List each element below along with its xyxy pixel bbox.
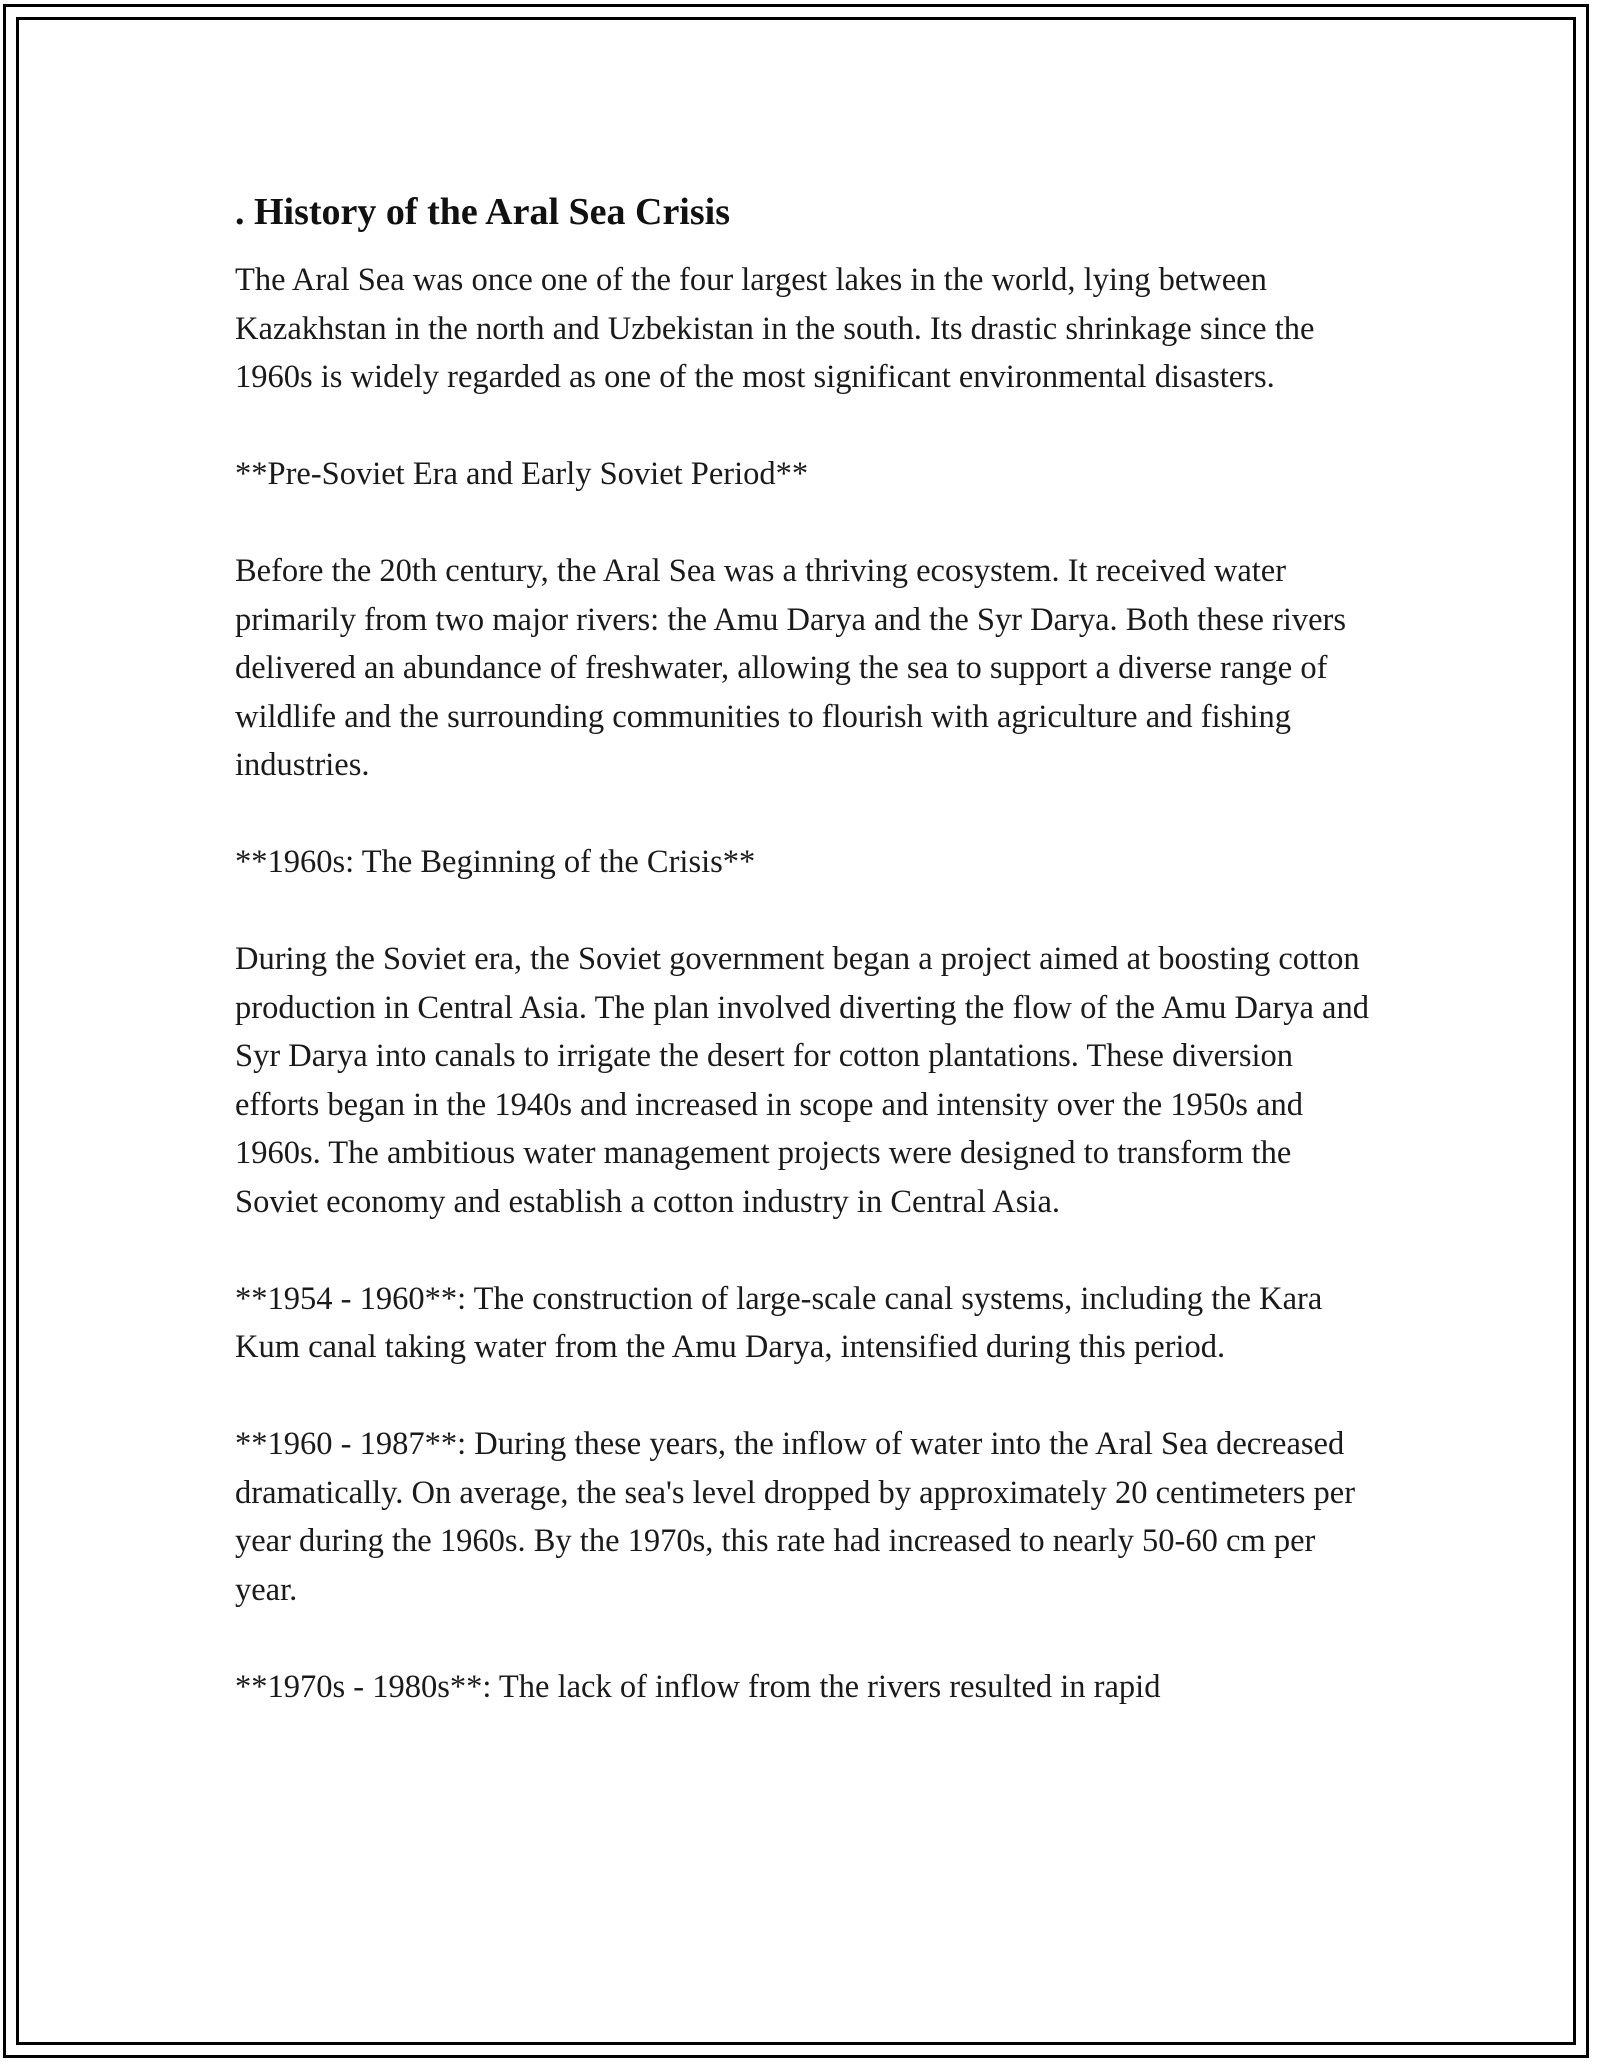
heading-pre-soviet-era: **Pre-Soviet Era and Early Soviet Period** — [235, 456, 809, 492]
paragraph-1960-1987: **1960 - 1987**: During these years, the inflow of water into the Aral Sea decreased dramatically. On average, the sea's level dropped by approximately 20 centimeters per year during the 1960s. By the 1970s, this rate had increased to nearly 50-60 cm per year. — [235, 1426, 1356, 1608]
paragraph-intro: The Aral Sea was once one of the four largest lakes in the world, lying between Kazakhstan in the north and Uzbekistan in the south. Its drastic shrinkage since the 1960s is widely regarded as one of the most significant environmental disasters. — [235, 262, 1315, 395]
document-body — [235, 186, 1375, 1760]
paragraph-soviet-cotton-project: During the Soviet era, the Soviet government began a project aimed at boosting cotton production in Central Asia. The plan involved diverting the flow of the Amu Darya and Syr Darya into canals to irrigate the desert for cotton plantations. These diversion efforts began in the 1940s and increased in scope and intensity over the 1950s and 1960s. The ambitious water management projects were designed to transform the Soviet economy and establish a cotton industry in Central Asia. — [235, 941, 1369, 1220]
document-title: . History of the Aral Sea Crisis — [235, 191, 731, 233]
heading-1960s-crisis: **1960s: The Beginning of the Crisis** — [235, 844, 756, 880]
paragraph-1970s-1980s: **1970s - 1980s**: The lack of inflow from the rivers resulted in rapid — [235, 1668, 1161, 1705]
paragraph-pre-soviet-ecosystem: Before the 20th century, the Aral Sea was a thriving ecosystem. It received water primarily from two major rivers: the Amu Darya and the Syr Darya. Both these rivers delivered an abundance of freshwater, allowing the sea to support a diverse range of wildlife and the surrounding communities to flourish with agriculture and fishing industries. — [235, 553, 1347, 783]
paragraph-1954-1960: **1954 - 1960**: The construction of large-scale canal systems, including the Kara Kum canal taking water from the Amu Darya, intensified during this period. — [235, 1280, 1323, 1365]
